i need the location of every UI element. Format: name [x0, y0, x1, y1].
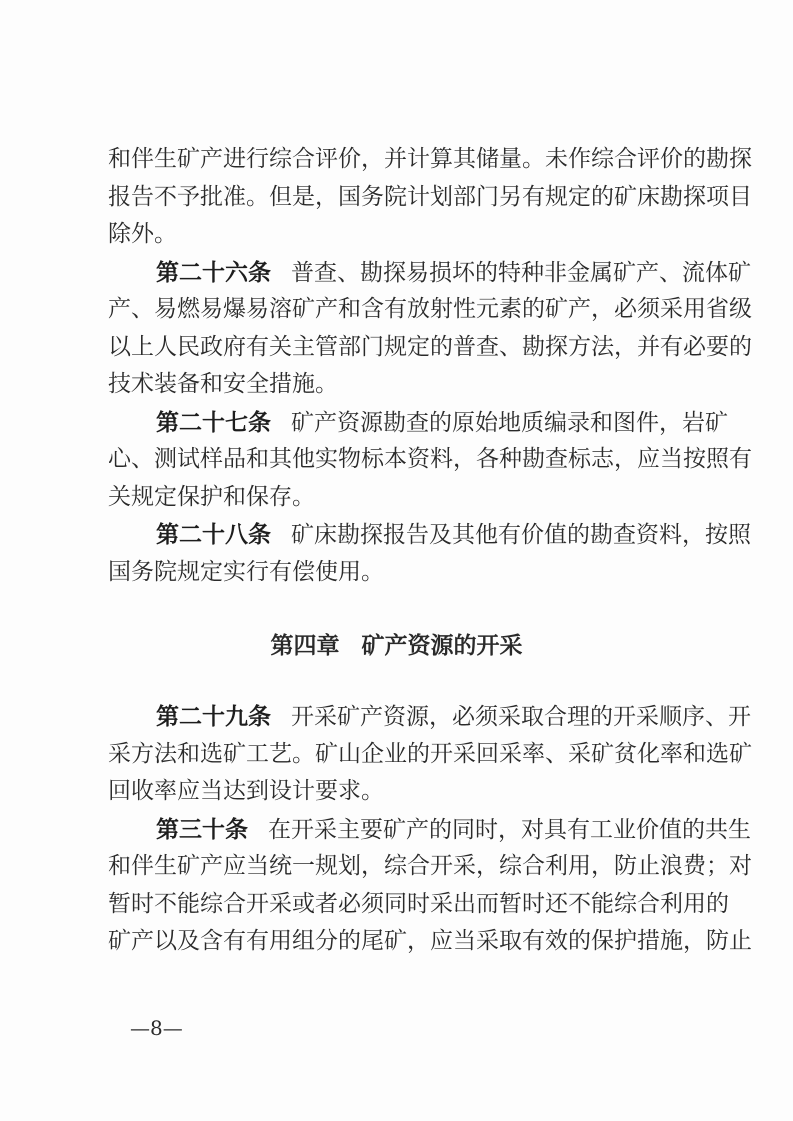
article-label: 第三十条 — [156, 815, 248, 843]
text-line: 矿产资源勘查的原始地质编录和图件，岩矿 — [291, 409, 728, 436]
article-label: 第二十七条 — [156, 408, 271, 436]
page-number: —8— — [130, 1016, 183, 1040]
chapter-number: 第四章 — [270, 632, 340, 659]
text-line: 在开采主要矿产的同时，对具有工业价值的共生 — [268, 816, 751, 843]
text-line: 矿产以及含有有用组分的尾矿，应当采取有效的保护措施，防止 — [108, 928, 752, 954]
chapter-title: 矿产资源的开采 — [361, 632, 523, 659]
text-line: 产、易燃易爆易溶矿产和含有放射性元素的矿产，必须采用省级 — [108, 296, 752, 322]
text-line: 除外。 — [108, 221, 177, 247]
article-label: 第二十八条 — [156, 521, 271, 548]
text-line: 以上人民政府有关主管部门规定的普查、勘探方法，并有必要的 — [108, 333, 752, 360]
text-line: 普查、勘探易损坏的特种非金属矿产、流体矿 — [291, 259, 751, 286]
text-line: 暂时不能综合开采或者必须同时采出而暂时还不能综合利用的 — [108, 890, 729, 917]
text-line: 开采矿产资源，必须采取合理的开采顺序、开 — [291, 704, 751, 730]
text-line: 和伴生矿产应当统一规划，综合开采，综合利用，防止浪费；对 — [108, 853, 752, 879]
text-line: 国务院规定实行有偿使用。 — [108, 558, 384, 585]
text-line: 矿床勘探报告及其他有价值的勘查资料，按照 — [291, 522, 751, 548]
text-line: 和伴生矿产进行综合评价，并计算其储量。未作综合评价的勘探 — [108, 146, 752, 172]
chapter-heading — [0, 627, 793, 665]
text-line: 技术装备和安全措施。 — [108, 371, 338, 397]
text-line: 回收率应当达到设计要求。 — [108, 778, 384, 804]
text-line: 报告不予批准。但是，国务院计划部门另有规定的矿床勘探项目 — [108, 183, 752, 210]
article-label: 第二十六条 — [156, 258, 271, 286]
text-line: 关规定保护和保存。 — [108, 483, 315, 510]
text-line: 采方法和选矿工艺。矿山企业的开采回采率、采矿贫化率和选矿 — [108, 740, 752, 767]
article-label: 第二十九条 — [156, 703, 271, 730]
text-line: 心、测试样品和其他实物标本资料，各种勘查标志，应当按照有 — [108, 446, 752, 472]
